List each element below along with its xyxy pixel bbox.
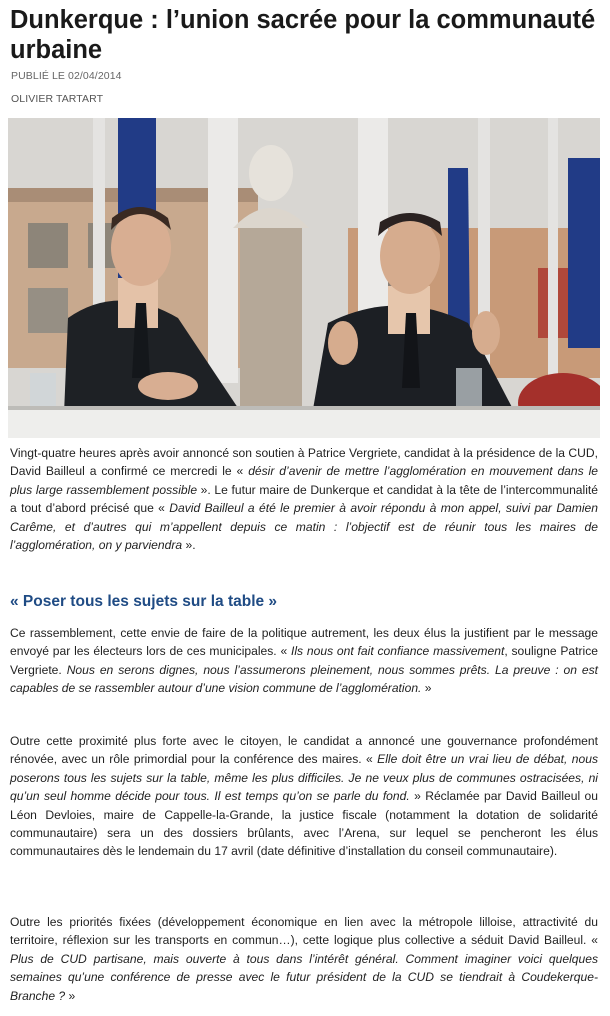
article-title: Dunkerque : l’union sacrée pour la communauté urbaine xyxy=(10,6,596,64)
quote-text: Plus de CUD partisane, mais ouverte à tous dans l’intérêt général. Comment imaginer voici quelques semaines qu’une conférence de presse avec le futur président de la CUD se tiendrait à Coudekerque-Branche ? xyxy=(10,951,598,1003)
quote-text: Elle doit être un vrai lieu de débat, nous poserons tous les sujets sur la table, même les plus difficiles. Je ne veux plus de communes ostracisées, ni qu’un seul homme décide pour tous. Il est temps qu’on se parle du fond. xyxy=(10,752,599,804)
paragraph-3: Outre cette proximité plus forte avec le citoyen, le candidat a annoncé une gouvernance profondément rénovée, avec un rôle primordial pour la conférence des maires. « Elle doit être un vrai lieu de débat, nous poserons tous les sujets sur la table, même les plus difficiles. Je ne veux plus de communes ostracisées, ni qu’un seul homme décide pour tous. Il est temps qu’on se parle du fond. » Réclamée par David Bailleul ou Léon Devloies, maire de Cappelle-la-Grande, la justice fiscale (notamment la dotation de solidarité communautaire) sera un des dossiers brûlants, avec l’Arena, sur lequel se pencheront les élus communautaires dès le lendemain du 17 avril (date définitive d’installation du conseil communautaire). xyxy=(10,734,599,859)
press-conference-photo xyxy=(8,118,600,438)
quote-text: David Bailleul a été le premier à avoir répondu à mon appel, suivi par Damien Carême, et d’autres qui m’appellent depuis ce matin : l’objectif est de réunir tous les maires de l’agglomération, on y parviendra xyxy=(10,501,598,553)
paragraph-4: Outre les priorités fixées (développement économique en lien avec la métropole lilloise, attractivité du territoire, réflexion sur les transports en commun…), cette logique plus collective a séduit David Bailleul. « Plus de CUD partisane, mais ouverte à tous dans l’intérêt général. Comment imaginer voici quelques semaines qu’une conférence de presse avec le futur président de la CUD se tiendrait à Coudekerque-Branche ? » xyxy=(10,915,598,1003)
paragraph-1: Vingt-quatre heures après avoir annoncé son soutien à Patrice Vergriete, candidat à la présidence de la CUD, David Bailleul a confirmé ce mercredi le « désir d’avenir de mettre l’agglomération en mouvement dans le plus large rassemblement possible ». Le futur maire de Dunkerque et candidat à la tête de l’intercommunalité a tout d’abord précisé que « David Bailleul a été le premier à avoir répondu à mon appel, suivi par Damien Carême, et d’autres qui m’appellent depuis ce matin : l’objectif est de réunir tous les maires de l’agglomération, on y parviendra ». xyxy=(10,446,598,553)
quote-text: désir d’avenir de mettre l’agglomération en mouvement dans le plus large rassemblement possible xyxy=(10,464,598,497)
publication-date: PUBLIÉ LE 02/04/2014 xyxy=(11,70,122,82)
paragraph-2: Ce rassemblement, cette envie de faire de la politique autrement, les deux élus la justifient par le message envoyé par les électeurs lors de ces municipales. « Ils nous ont fait confiance massivement, souligne Patrice Vergriete. Nous en serons dignes, nous l’assumerons pleinement, nous sommes prêts. La preuve : on est capables de se rassembler autour d’une vision commune de l’agglomération. » xyxy=(10,626,599,696)
quote-text: Ils nous ont fait confiance massivement xyxy=(291,644,505,659)
article-photo xyxy=(8,118,600,438)
quote-text: Nous en serons dignes, nous l’assumerons pleinement, nous sommes prêts. La preuve : on est capables de se rassembler autour d’une vision commune de l’agglomération. xyxy=(10,662,599,696)
author-name: OLIVIER TARTART xyxy=(11,93,104,105)
subheading: « Poser tous les sujets sur la table » xyxy=(10,593,278,610)
